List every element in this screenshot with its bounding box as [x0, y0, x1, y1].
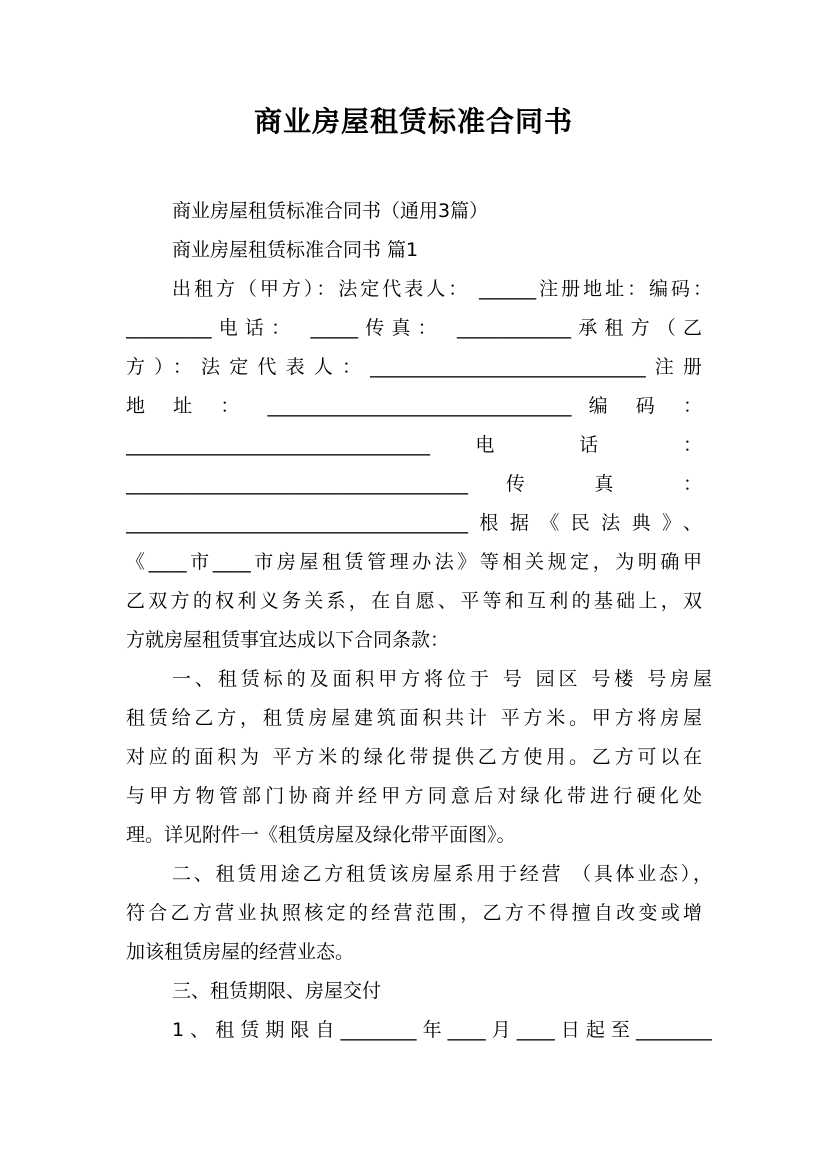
- document-title: 商业房屋租赁标准合同书: [253, 105, 573, 138]
- paragraph-line: 地 址 ： ________________________________ 编 码 ：: [126, 395, 702, 417]
- paragraph-line: 方就房屋租赁事宜达成以下合同条款：: [126, 629, 450, 651]
- paragraph-line: 《____市____市房屋租赁管理办法》等相关规定，为明确甲: [126, 551, 702, 573]
- clause-2-line: 二、租赁用途乙方租赁该房屋系用于经营 （具体业态），: [172, 863, 712, 885]
- clause-2-line: 符合乙方营业执照核定的经营范围，乙方不得擅自改变或增: [126, 902, 702, 924]
- clause-1-line: 租赁给乙方，租赁房屋建筑面积共计 平方米。甲方将房屋: [126, 707, 702, 729]
- paragraph-line: 方）：法定代表人：_____________________________注册: [126, 356, 702, 378]
- clause-3-heading: 三、租赁期限、房屋交付: [172, 980, 382, 1002]
- clause-1-line: 与甲方物管部门协商并经甲方同意后对绿化带进行硬化处: [126, 785, 702, 807]
- paragraph-line: ________________________________ 电 话 ：: [126, 434, 702, 456]
- clause-2-line: 加该租赁房屋的经营业态。: [126, 941, 355, 963]
- subtitle-part-1: 商业房屋租赁标准合同书 篇1: [172, 239, 419, 261]
- paragraph-line: ____________________________________根据《民法典》、: [126, 512, 702, 534]
- subtitle-collection: 商业房屋租赁标准合同书（通用3篇）: [172, 200, 489, 222]
- clause-1-line: 理。详见附件一《租赁房屋及绿化带平面图》。: [126, 824, 516, 846]
- paragraph-line: 乙双方的权利义务关系，在自愿、平等和互利的基础上，双: [126, 590, 702, 612]
- clause-3-line: 1、租赁期限自________年____月____日起至________: [172, 1019, 712, 1041]
- paragraph-line: ____________________________________ 传 真 ：: [126, 473, 702, 495]
- clause-1-line: 对应的面积为 平方米的绿化带提供乙方使用。乙方可以在: [126, 746, 702, 768]
- paragraph-line: _________电话： _____传真： ____________承租方（乙: [126, 317, 702, 339]
- clause-1-line: 一、租赁标的及面积甲方将位于 号 园区 号楼 号房屋: [172, 668, 712, 690]
- paragraph-line: 出租方（甲方）：法定代表人： ______注册地址：编码：: [172, 278, 712, 300]
